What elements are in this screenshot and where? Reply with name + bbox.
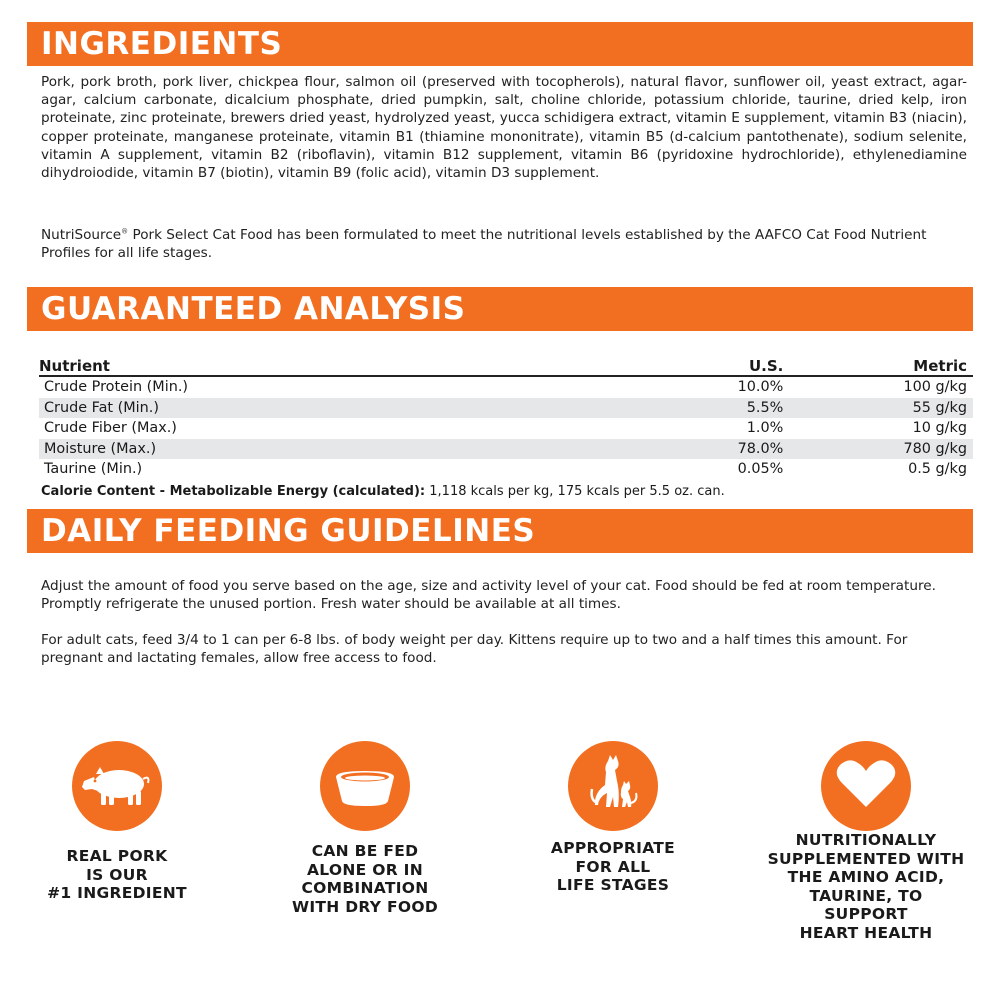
metric-value-cell: 0.5 g/kg: [908, 461, 967, 478]
table-header-row: [39, 356, 973, 376]
feature-label: NUTRITIONALLY SUPPLEMENTED WITH THE AMINO ACID, TAURINE, TO SUPPORT HEART HEALTH: [767, 831, 965, 942]
metric-value-cell: 780 g/kg: [783, 439, 973, 460]
calorie-content-value: 1,118 kcals per kg, 175 kcals per 5.5 oz. can.: [425, 484, 725, 499]
table-row: [39, 398, 973, 419]
nutrient-cell: Crude Protein (Min.): [44, 379, 189, 396]
registered-mark: ®: [121, 227, 129, 236]
nutrient-cell: Taurine (Min.): [44, 461, 143, 478]
cat-kitten-icon: [568, 741, 658, 831]
calorie-content-label: Calorie Content - Metabolizable Energy (calculated):: [41, 484, 426, 499]
feature-fed-alone-or-combination: [270, 741, 460, 916]
us-value-cell: 10.0%: [737, 379, 784, 396]
nutrient-cell: Crude Fiber (Max.): [44, 420, 177, 437]
us-value-cell: 1.0%: [746, 420, 784, 437]
feature-taurine-heart-health: [766, 741, 966, 942]
nutrient-cell: Crude Fat (Min.): [39, 398, 418, 419]
feature-label: REAL PORK IS OUR #1 INGREDIENT: [47, 847, 187, 902]
table-row: [39, 376, 973, 398]
nutrient-cell: Moisture (Max.): [39, 439, 418, 460]
aafco-statement: [41, 226, 967, 262]
metric-value-cell: 55 g/kg: [783, 398, 973, 419]
aafco-statement-text: Pork Select Cat Food has been formulated to meet the nutritional levels established by the AAFCO Cat Food Nutrient Profiles for all life stages.: [41, 227, 927, 262]
guaranteed-analysis-table: [39, 356, 973, 480]
feature-label: CAN BE FED ALONE OR IN COMBINATION WITH DRY FOOD: [291, 842, 439, 916]
us-value-cell: 0.05%: [737, 461, 784, 478]
feeding-paragraph-general: Adjust the amount of food you serve based on the age, size and activity level of your cat. Food should be fed at room temperature. Promptly refrigerate the unused portion. Fresh water should be available at all times.: [41, 578, 936, 613]
ingredients-list: Pork, pork broth, pork liver, chickpea flour, salmon oil (preserved with tocopherols), natural flavor, sunflower oil, yeast extract, agar-agar, calcium carbonate, dicalcium phosphate, dried pumpkin, salt, choline chloride, potassium chloride, taurine, dried kelp, iron proteinate, zinc proteinate, brewers dried yeast, hydrolyzed yeast, yucca schidigera extract, vitamin E supplement, vitamin B3 (niacin), copper proteinate, manganese proteinate, vitamin B1 (thiamine mononitrate), vitamin B5 (d-calcium pantothenate), sodium selenite, vitamin A supplement, vitamin B2 (riboflavin), vitamin B12 supplement, vitamin B6 (pyridoxine hydrochloride), ethylenediamine dihydroiodide, vitamin B7 (biotin), vitamin B9 (folic acid), vitamin D3 supplement.: [41, 74, 967, 182]
table-row: [39, 459, 973, 480]
us-value-cell: 78.0%: [418, 439, 783, 460]
table-row: [39, 418, 973, 439]
feature-label: APPROPRIATE FOR ALL LIFE STAGES: [550, 839, 676, 894]
us-column-header: U.S.: [418, 356, 783, 376]
metric-column-header: Metric: [783, 356, 973, 376]
ingredients-heading: INGREDIENTS: [27, 22, 973, 66]
us-value-cell: 5.5%: [418, 398, 783, 419]
feature-all-life-stages: [518, 741, 708, 895]
metric-value-cell: 10 g/kg: [912, 420, 967, 437]
feeding-paragraph-amounts: For adult cats, feed 3/4 to 1 can per 6-8 lbs. of body weight per day. Kittens require up to two and a half times this amount. For pregnant and lactating females, allow free access to food.: [41, 632, 908, 667]
nutrient-column-header: Nutrient: [39, 356, 418, 376]
feeding-guidelines-heading: DAILY FEEDING GUIDELINES: [27, 509, 973, 553]
food-bowl-icon: [320, 741, 410, 831]
heart-icon: [821, 741, 911, 831]
metric-value-cell: 100 g/kg: [903, 379, 967, 396]
brand-name: NutriSource: [41, 227, 122, 243]
guaranteed-analysis-heading: GUARANTEED ANALYSIS: [27, 287, 973, 331]
feature-real-pork: [22, 741, 212, 903]
table-row: [39, 439, 973, 460]
pig-icon: [72, 741, 162, 831]
calorie-content: [41, 484, 725, 499]
